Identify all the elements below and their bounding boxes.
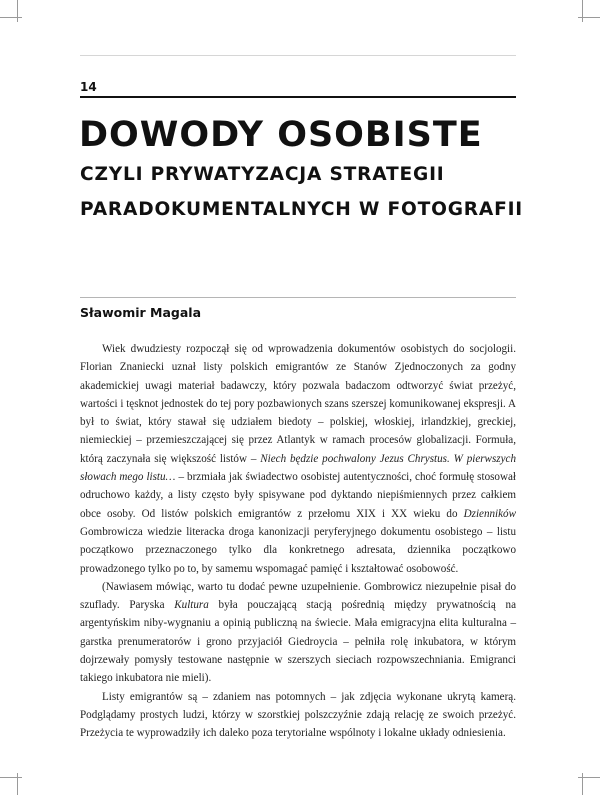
paragraph-3: Listy emigrantów są – zdaniem nas potomnych – jak zdjęcia wykonane ukrytą kamerą. Podglądamy prostych ludzi, którzy w szorstkiej polszczyźnie zdają relację ze swoich przeżyć. Przeżycia te wyprowadziły ich daleko poza terytorialne wspólnoty i lokalne układy odniesienia. [80, 690, 516, 740]
paragraph-1-text-a: Wiek dwudziesty rozpoczął się od wprowadzenia dokumentów osobistych do socjologii. Florian Znaniecki uznał listy polskich emigrantów ze Stanów Zjednoczonych za godny akademickiej uwagi materiał badawczy, który pozwala badaczom odtworzyć świat przeżyć, wartości i tęsknot jednostek do tej pory pozbawionych szans szerszej komunikowanej ekspresji. A był to świat, który stawał się udziałem biedoty – polskiej, włoskiej, irlandzkiej, greckiej, niemieckiej – przemieszczającej się przez Atlantyk w ramach procesów globalizacji. Formuła, którą zaczynała się większość listów – [80, 343, 516, 465]
paragraph-2-text-c: była pouczającą stacją pośrednią między prywatnością na argentyńskim niby-wygnaniu a opinią publiczną na świecie. Mała emigracyjna elita kulturalna – garstka prenumeratorów i grono przyjaciół Giedroycia – pełniła rolę inkubatora, w którym dojrzewały pomysły testowane następnie w szerszych sieciach rozpowszechniania. Emigranci takiego inkubatora nie mieli). [80, 599, 516, 685]
crop-mark-top-right-v [582, 0, 583, 22]
crop-mark-bottom-right-v [582, 773, 583, 795]
article-subtitle-line-2: PARADOKUMENTALNYCH W FOTOGRAFII [80, 199, 524, 220]
paragraph-1 [80, 340, 516, 578]
paragraph-2 [80, 578, 516, 688]
crop-mark-bottom-left-v [17, 773, 18, 795]
article-title: DOWODY OSOBISTE [79, 115, 483, 155]
header-rule [80, 96, 516, 98]
top-divider [80, 55, 516, 56]
article-body [80, 340, 516, 743]
paragraph-2-italic-title: Kultura [174, 599, 209, 612]
author-name: Sławomir Magala [80, 305, 202, 320]
paragraph-1-text-e: Gombrowicza wiedzie literacka droga kanonizacji peryferyjnego dokumentu osobistego – listu początkowo przeznaczonego tylko dla konkretnego adresata, dziennika początkowo prowadzonego tylko po to, by samemu wspomagać pamięć i kształtować osobowość. [80, 525, 516, 575]
paragraph-1-italic-quote: Niech będzie pochwalony Jezus Chrystus. W pierwszych słowach mego listu… [80, 452, 516, 484]
page-number: 14 [80, 80, 97, 94]
paragraph-1-text-c: – brzmiała jak świadectwo osobistej autentyczności, choć formułę stosował odruchowo każdy, a listy często były spisywane pod dyktando niepiśmiennych przez całkiem obce osoby. Od listów polskich emigrantów z przełomu XIX i XX wieku do [80, 471, 517, 520]
article-subtitle-line-1: CZYLI PRYWATYZACJA STRATEGII [80, 164, 445, 185]
paragraph-2-text-a: (Nawiasem mówiąc, warto tu dodać pewne uzupełnienie. Gombrowicz niezupełnie pisał do szuflady. Paryska [80, 580, 516, 612]
author-divider [80, 297, 516, 298]
crop-mark-top-left-v [17, 0, 18, 22]
paragraph-1-italic-title: Dzienników [463, 507, 516, 520]
crop-mark-top-left-h [0, 17, 22, 18]
crop-mark-bottom-left-h [0, 777, 22, 778]
